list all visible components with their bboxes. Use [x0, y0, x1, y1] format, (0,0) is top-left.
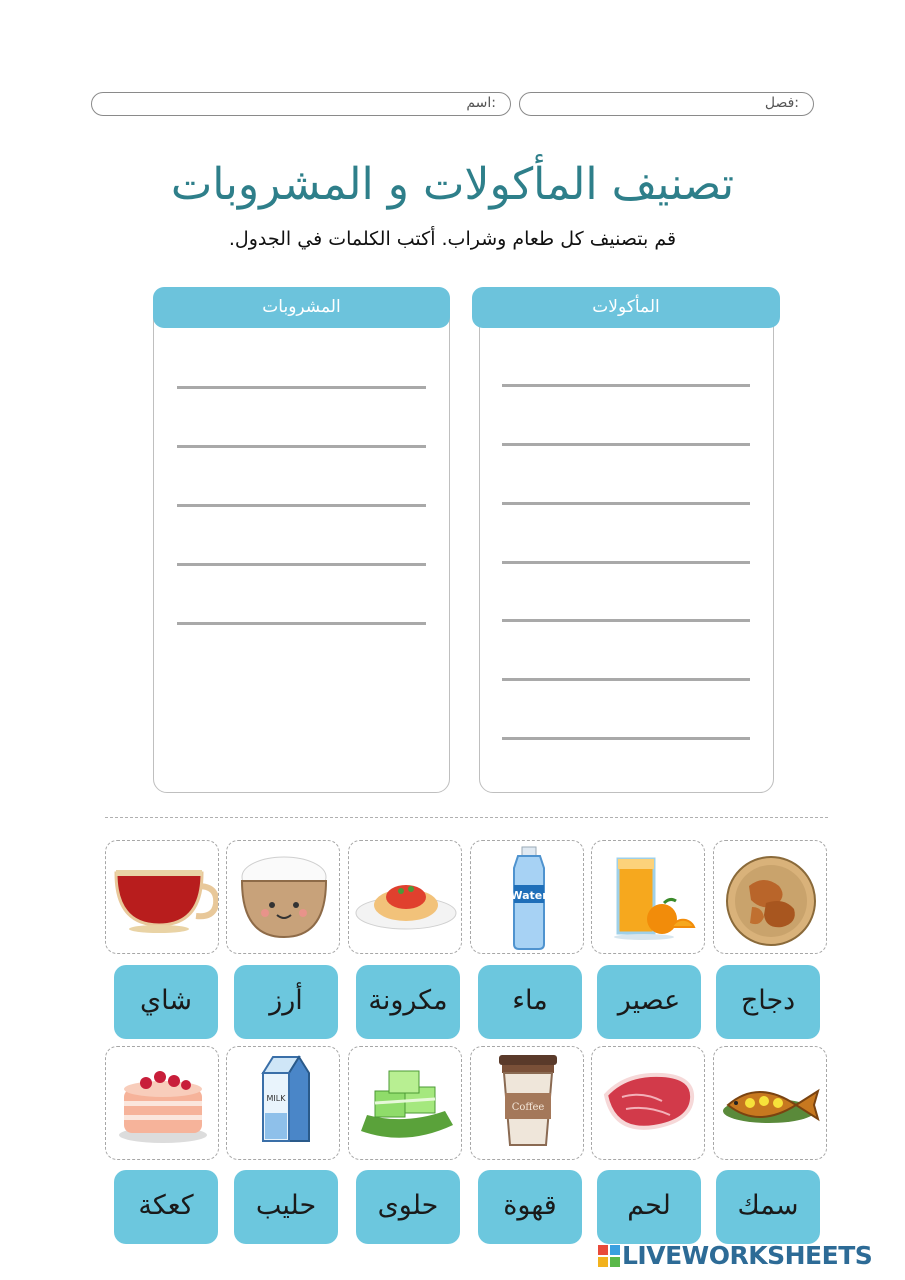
foods-answer-line[interactable]	[502, 737, 750, 740]
foods-heading: المأكولات	[472, 287, 780, 328]
liveworksheets-logo-icon	[598, 1245, 620, 1267]
foods-answer-line[interactable]	[502, 619, 750, 622]
drinks-answer-line[interactable]	[177, 622, 426, 625]
foods-answer-line[interactable]	[502, 443, 750, 446]
word-card[interactable]: لحم	[597, 1170, 701, 1244]
foods-answer-line[interactable]	[502, 384, 750, 387]
instructions: قم بتصنيف كل طعام وشراب. أكتب الكلمات في الجدول.	[228, 228, 677, 250]
drinks-answer-line[interactable]	[177, 563, 426, 566]
grilled-fish-icon	[714, 1047, 827, 1160]
milk-carton-label: MILK	[266, 1094, 286, 1103]
word-card[interactable]: شاي	[114, 965, 218, 1039]
word-card[interactable]: قهوة	[478, 1170, 582, 1244]
milk-carton-icon	[227, 1047, 340, 1160]
picture-card-chicken	[713, 840, 827, 954]
word-card[interactable]: أرز	[234, 965, 338, 1039]
picture-card-pasta	[348, 840, 462, 954]
watermark-text: LIVEWORKSHEETS	[622, 1241, 873, 1270]
foods-answer-line[interactable]	[502, 561, 750, 564]
cut-line	[105, 817, 828, 818]
picture-card-steak	[591, 1046, 705, 1160]
foods-column	[479, 292, 774, 793]
picture-card-fish	[713, 1046, 827, 1160]
word-card[interactable]: حلوى	[356, 1170, 460, 1244]
water-bottle-icon	[471, 841, 584, 954]
foods-answer-line[interactable]	[502, 502, 750, 505]
word-card[interactable]: دجاج	[716, 965, 820, 1039]
worksheet-title: تصنيف المأكولات و المشروبات	[170, 159, 735, 210]
drinks-answer-line[interactable]	[177, 445, 426, 448]
spaghetti-icon	[349, 841, 462, 954]
picture-card-coffee	[470, 1046, 584, 1160]
coffee-cup-label: Coffee	[511, 1102, 545, 1113]
name-label: اسم:	[466, 95, 496, 111]
drinks-answer-line[interactable]	[177, 504, 426, 507]
picture-card-milk	[226, 1046, 340, 1160]
picture-card-tea	[105, 840, 219, 954]
chicken-dish-icon	[714, 841, 827, 954]
word-card[interactable]: ماء	[478, 965, 582, 1039]
word-card[interactable]: كعكة	[114, 1170, 218, 1244]
picture-card-rice	[226, 840, 340, 954]
class-label: فصل:	[764, 95, 799, 111]
foods-answer-line[interactable]	[502, 678, 750, 681]
word-card[interactable]: حليب	[234, 1170, 338, 1244]
water-bottle-label: Water	[510, 889, 548, 902]
drinks-answer-line[interactable]	[177, 386, 426, 389]
picture-card-dessert	[348, 1046, 462, 1160]
word-card[interactable]: سمك	[716, 1170, 820, 1244]
green-dessert-icon	[349, 1047, 462, 1160]
picture-card-juice	[591, 840, 705, 954]
orange-juice-icon	[592, 841, 705, 954]
tea-cup-icon	[106, 841, 219, 954]
picture-card-water	[470, 840, 584, 954]
steak-icon	[592, 1047, 705, 1160]
word-card[interactable]: عصير	[597, 965, 701, 1039]
coffee-cup-icon	[471, 1047, 584, 1160]
drinks-column	[153, 292, 450, 793]
class-field[interactable]	[519, 92, 814, 116]
name-field[interactable]	[91, 92, 511, 116]
drinks-heading: المشروبات	[153, 287, 450, 328]
picture-card-cake	[105, 1046, 219, 1160]
liveworksheets-watermark	[598, 1241, 872, 1271]
cake-icon	[106, 1047, 219, 1160]
rice-bowl-icon	[227, 841, 340, 954]
word-card[interactable]: مكرونة	[356, 965, 460, 1039]
